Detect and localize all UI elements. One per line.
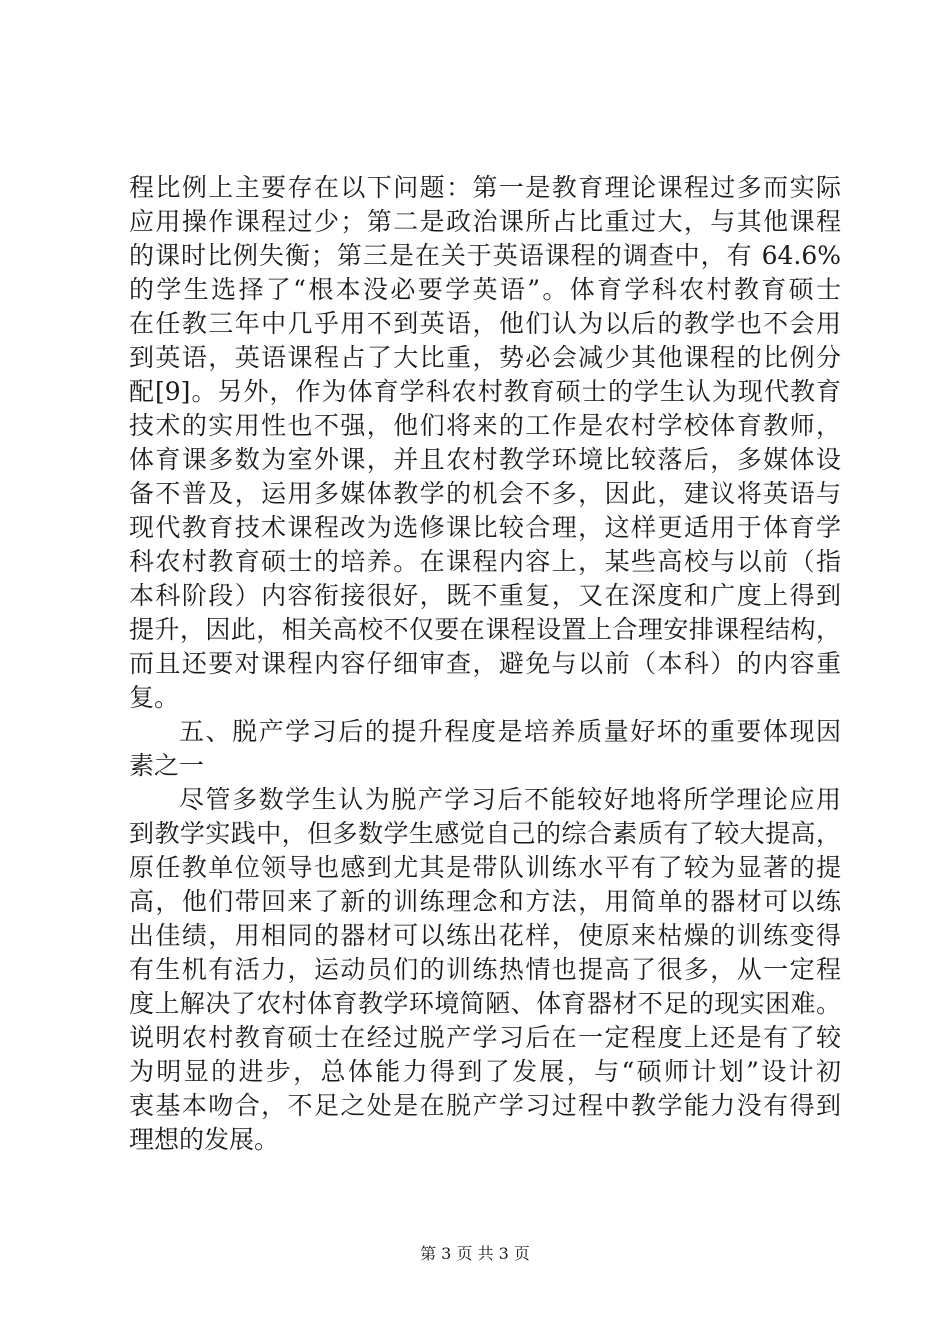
text-line: 而且还要对课程内容仔细审查，避免与以前（本科）的内容重 [129, 649, 841, 678]
text-line: 的学生选择了“根本没必要学英语”。体育学科农村教育硕士 [129, 275, 841, 304]
text-line: 应用操作课程过少；第二是政治课所占比重过大，与其他课程 [129, 207, 841, 236]
text-line: 提升，因此，相关高校不仅要在课程设置上合理安排课程结构， [129, 615, 841, 644]
text-line: 科农村教育硕士的培养。在课程内容上，某些高校与以前（指 [129, 547, 841, 576]
page-number-footer: 第 3 页 共 3 页 [420, 1244, 530, 1263]
text-line: 尽管多数学生认为脱产学习后不能较好地将所学理论应用 [179, 785, 841, 814]
text-line: 出佳绩，用相同的器材可以练出花样，使原来枯燥的训练变得 [129, 921, 841, 950]
text-line: 现代教育技术课程改为选修课比较合理，这样更适用于体育学 [129, 513, 841, 542]
text-line: 高，他们带回来了新的训练理念和方法，用简单的器材可以练 [129, 887, 841, 916]
section-heading-line: 五、脱产学习后的提升程度是培养质量好坏的重要体现因 [179, 717, 841, 746]
text-line: 在任教三年中几乎用不到英语，他们认为以后的教学也不会用 [129, 309, 841, 338]
text-line: 度上解决了农村体育教学环境简陋、体育器材不足的现实困难。 [129, 989, 841, 1018]
text-line: 到英语，英语课程占了大比重，势必会减少其他课程的比例分 [129, 343, 841, 372]
text-line: 体育课多数为室外课，并且农村教学环境比较落后，多媒体设 [129, 445, 841, 474]
text-line: 程比例上主要存在以下问题：第一是教育理论课程过多而实际 [129, 173, 841, 202]
text-line: 理想的发展。 [129, 1125, 280, 1154]
body-text [129, 171, 841, 1157]
text-line: 有生机有活力，运动员们的训练热情也提高了很多，从一定程 [129, 955, 841, 984]
text-line: 配[9]。另外，作为体育学科农村教育硕士的学生认为现代教育 [129, 377, 841, 406]
text-line: 说明农村教育硕士在经过脱产学习后在一定程度上还是有了较 [129, 1023, 841, 1052]
text-line: 的课时比例失衡；第三是在关于英语课程的调查中，有 64.6% [129, 241, 841, 270]
section-heading-line: 素之一 [129, 751, 205, 780]
text-line: 备不普及，运用多媒体教学的机会不多，因此，建议将英语与 [129, 479, 841, 508]
text-line: 技术的实用性也不强，他们将来的工作是农村学校体育教师， [129, 411, 841, 440]
text-line: 到教学实践中，但多数学生感觉自己的综合素质有了较大提高， [129, 819, 841, 848]
text-line: 为明显的进步，总体能力得到了发展，与“硕师计划”设计初 [129, 1057, 841, 1086]
text-line: 本科阶段）内容衔接很好，既不重复，又在深度和广度上得到 [129, 581, 841, 610]
text-line: 复。 [129, 683, 180, 712]
text-line: 原任教单位领导也感到尤其是带队训练水平有了较为显著的提 [129, 853, 841, 882]
text-line: 衷基本吻合，不足之处是在脱产学习过程中教学能力没有得到 [129, 1091, 841, 1120]
